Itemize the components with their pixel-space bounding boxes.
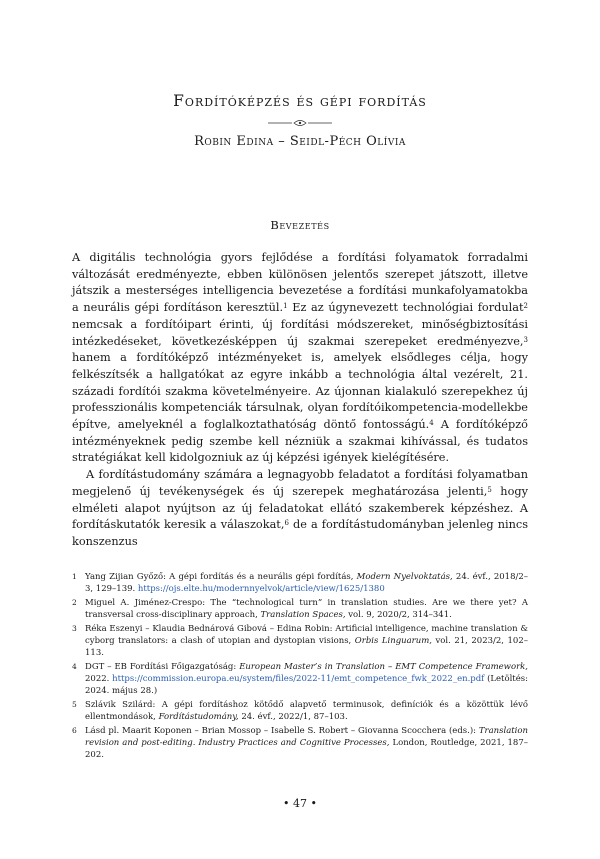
footnote-ref[interactable]: 3 — [523, 335, 528, 344]
footnote-ref[interactable]: 4 — [429, 419, 434, 428]
footnote-link[interactable]: https://commission.europa.eu/system/files/2022-11/emt_competence_fwk_2022_en.pdf — [112, 674, 485, 684]
footnote-number: 2 — [72, 598, 77, 607]
footnote-ref[interactable]: 6 — [284, 519, 289, 528]
footnote-number: 6 — [72, 726, 77, 735]
footnote: 3 Réka Eszenyi – Klaudia Bednárová Gibová – Edina Robin: Artificial intelligence, machine translation & cyborg translators: a clash of utopian and dystopian visions, Orbis Linguarum, vol. 21, 2023/2, 102–113. — [72, 624, 528, 658]
footnote-ref[interactable]: 2 — [523, 302, 528, 311]
footnote-ref[interactable]: 5 — [487, 485, 492, 494]
footnote-number: 5 — [72, 700, 77, 709]
footnote-ref[interactable]: 1 — [283, 302, 288, 311]
paragraph: A digitális technológia gyors fejlődése a fordítási folyamatok forradalmi változását eredményezte, ebben különösen jelentős szerepet játszott, illetve játszik a mesterséges intelligencia bevezetése a fordítási munkafolyamatokba a neurális gépi fordításon keresztül.$^1$ Ez az úgynevezett technológiai fordulat$^2$ nemcsak a fordítóipart érinti, új fordítási módszereket, minőségbiztosítási intézkedéseket, következésképpen új szakmai szerepeket eredményezve,$^3$ hanem a fordítóképző intézményeket is, amelyek elsődleges célja, hogy felkészítsék a hallgatókat az egyre inkább a technológia által vezérelt, 21. századi fordítói szakma követelményeire. Az újonnan kialakuló szerepekhez új professzionális kompetenciák társulnak, olyan fordítóikompetencia-modellekbe építve, amelyeknél a foglalkoztathatóság döntő fontosságú.$^4$ A fordítóképző intézményeknek pedig szembe kell nézniük a szakmai kihívással, és tudatos stratégiákat kell kidolgozniuk az új képzési igények kielégítésére. — [72, 251, 528, 465]
footnote: 2 Miguel A. Jiménez-Crespo: The “technological turn” in translation studies. Are we there yet? A transversal cross-disciplinary approach, Translation Spaces, vol. 9, 2020/2, 314–341. — [72, 598, 528, 620]
paragraph: A fordítástudomány számára a legnagyobb feladatot a fordítási folyamatban megjelenő új tevékenységek és új szerepek meghatározása jelenti,$^5$ hogy elméleti alapot nyújtson az új feladatokat ellátó szakemberek képzéshez. A fordításkutatók keresik a válaszokat,$^6$ de a fordítástudományban jelenleg nincs konszenzus — [72, 468, 528, 548]
footnote: 6 Lásd pl. Maarit Koponen – Brian Mossop – Isabelle S. Robert – Giovanna Scocchera (eds.): Translation revision and post-editing. Industry Practices and Cognitive Processes, London, Routledge, 2021, 187–202. — [72, 726, 528, 760]
page-number: • 47 • — [283, 797, 317, 810]
article-title: Fordítóképzés és gépi fordítás — [173, 92, 427, 110]
footnote: 5 Szlávik Szilárd: A gépi fordításhoz kötődő alapvető terminusok, definíciók és a közöttük lévő ellentmondások, Fordítástudomány, 24. évf., 2022/1, 87–103. — [72, 700, 528, 722]
title-ornament — [268, 118, 332, 128]
authors-line: Robin Edina – Seidl-Péch Olívia — [194, 134, 406, 149]
footnote-link[interactable]: https://ojs.elte.hu/modernnyelvok/article/view/1625/1380 — [137, 584, 385, 594]
footnotes — [72, 571, 528, 763]
body-text — [72, 250, 528, 551]
section-heading: Bevezetés — [270, 218, 330, 232]
footnote: 1 Yang Zijian Győző: A gépi fordítás és a neurális gépi fordítás, Modern Nyelvoktatás, 24. évf., 2018/2–3, 129–139. https://ojs.elte.hu/modernnyelvok/article/view/1625/1380 — [72, 572, 528, 594]
footnote: 4 DGT – EB Fordítási Főigazgatóság: European Master’s in Translation – EMT Competence Framework, 2022. https://commission.europa.eu/system/files/2022-11/emt_competence_fwk_2022_en.pdf (Letöltés: 2024. május 28.) — [72, 662, 528, 696]
footnote-number: 4 — [72, 662, 77, 671]
footnote-number: 1 — [72, 572, 77, 581]
footnote-number: 3 — [72, 624, 77, 633]
